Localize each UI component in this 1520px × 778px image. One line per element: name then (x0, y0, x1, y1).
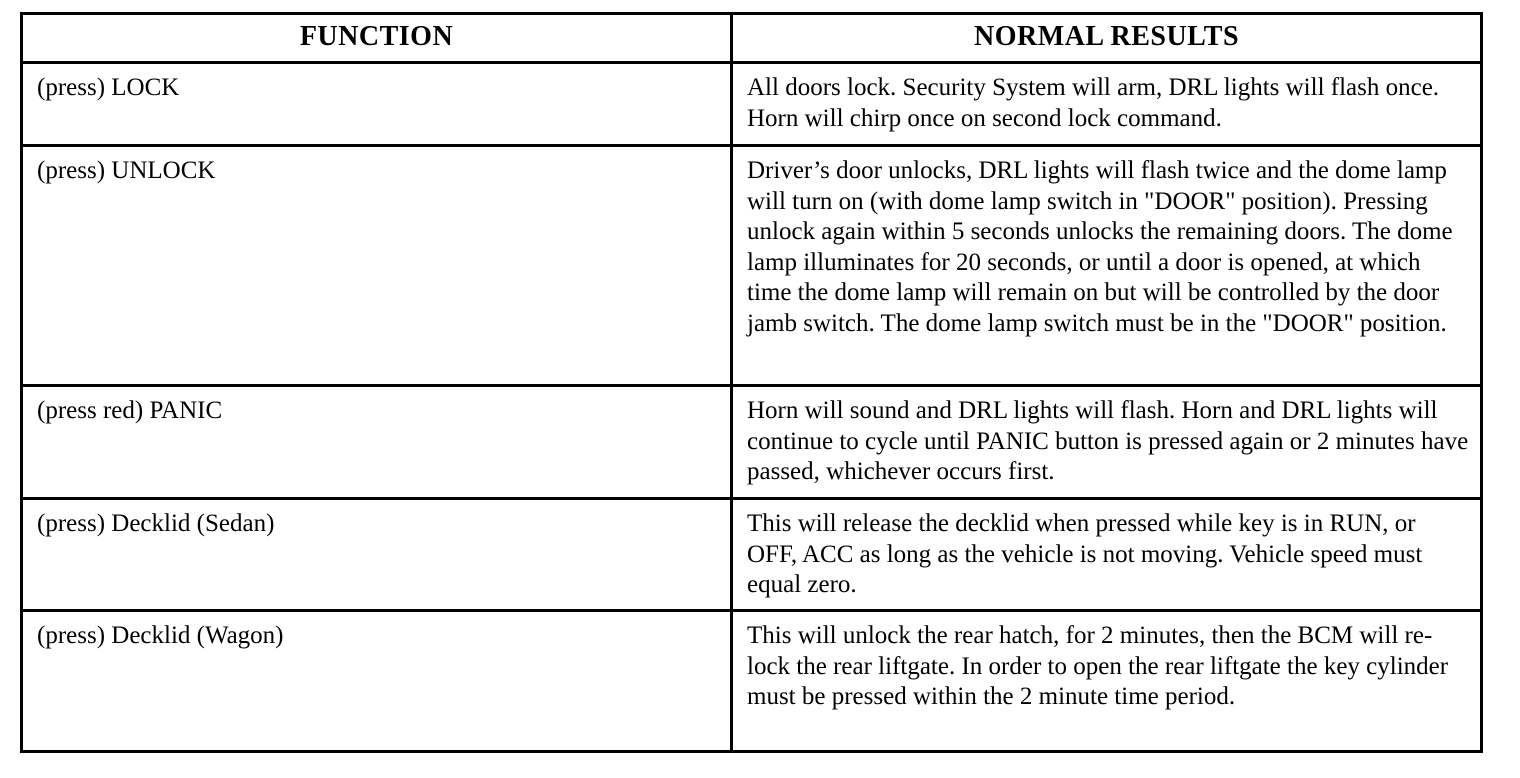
function-results-table (20, 12, 1483, 753)
function-cell: (press) LOCK (22, 63, 732, 146)
function-cell: (press) Decklid (Sedan) (22, 499, 732, 611)
function-cell: (press red) PANIC (22, 386, 732, 499)
function-column-header: FUNCTION (22, 14, 732, 63)
results-cell: This will release the decklid when pressed while key is in RUN, or OFF, ACC as long as the vehicle is not moving. Vehicle speed must equal zero. (732, 499, 1482, 611)
results-cell: Horn will sound and DRL lights will flash. Horn and DRL lights will continue to cycle until PANIC button is pressed again or 2 minutes have passed, whichever occurs first. (732, 386, 1482, 499)
function-cell: (press) Decklid (Wagon) (22, 611, 732, 752)
header-row (22, 14, 1482, 63)
table-row-decklid-wagon (22, 611, 1482, 752)
table-row-lock (22, 63, 1482, 146)
table-row-decklid-sedan (22, 499, 1482, 611)
results-cell: This will unlock the rear hatch, for 2 minutes, then the BCM will re-lock the rear liftgate. In order to open the rear liftgate the key cylinder must be pressed within the 2 minute time period. (732, 611, 1482, 752)
results-cell: Driver’s door unlocks, DRL lights will flash twice and the dome lamp will turn on (with dome lamp switch in "DOOR" position). Pressing unlock again within 5 seconds unlocks the remaining doors. The dome lamp illuminates for 20 seconds, or until a door is opened, at which time the dome lamp will remain on but will be controlled by the door jamb switch. The dome lamp switch must be in the "DOOR" position. (732, 146, 1482, 386)
function-cell: (press) UNLOCK (22, 146, 732, 386)
results-cell: All doors lock. Security System will arm, DRL lights will flash once. Horn will chirp once on second lock command. (732, 63, 1482, 146)
normal-results-column-header: NORMAL RESULTS (732, 14, 1482, 63)
table-row-unlock (22, 146, 1482, 386)
table-row-panic (22, 386, 1482, 499)
